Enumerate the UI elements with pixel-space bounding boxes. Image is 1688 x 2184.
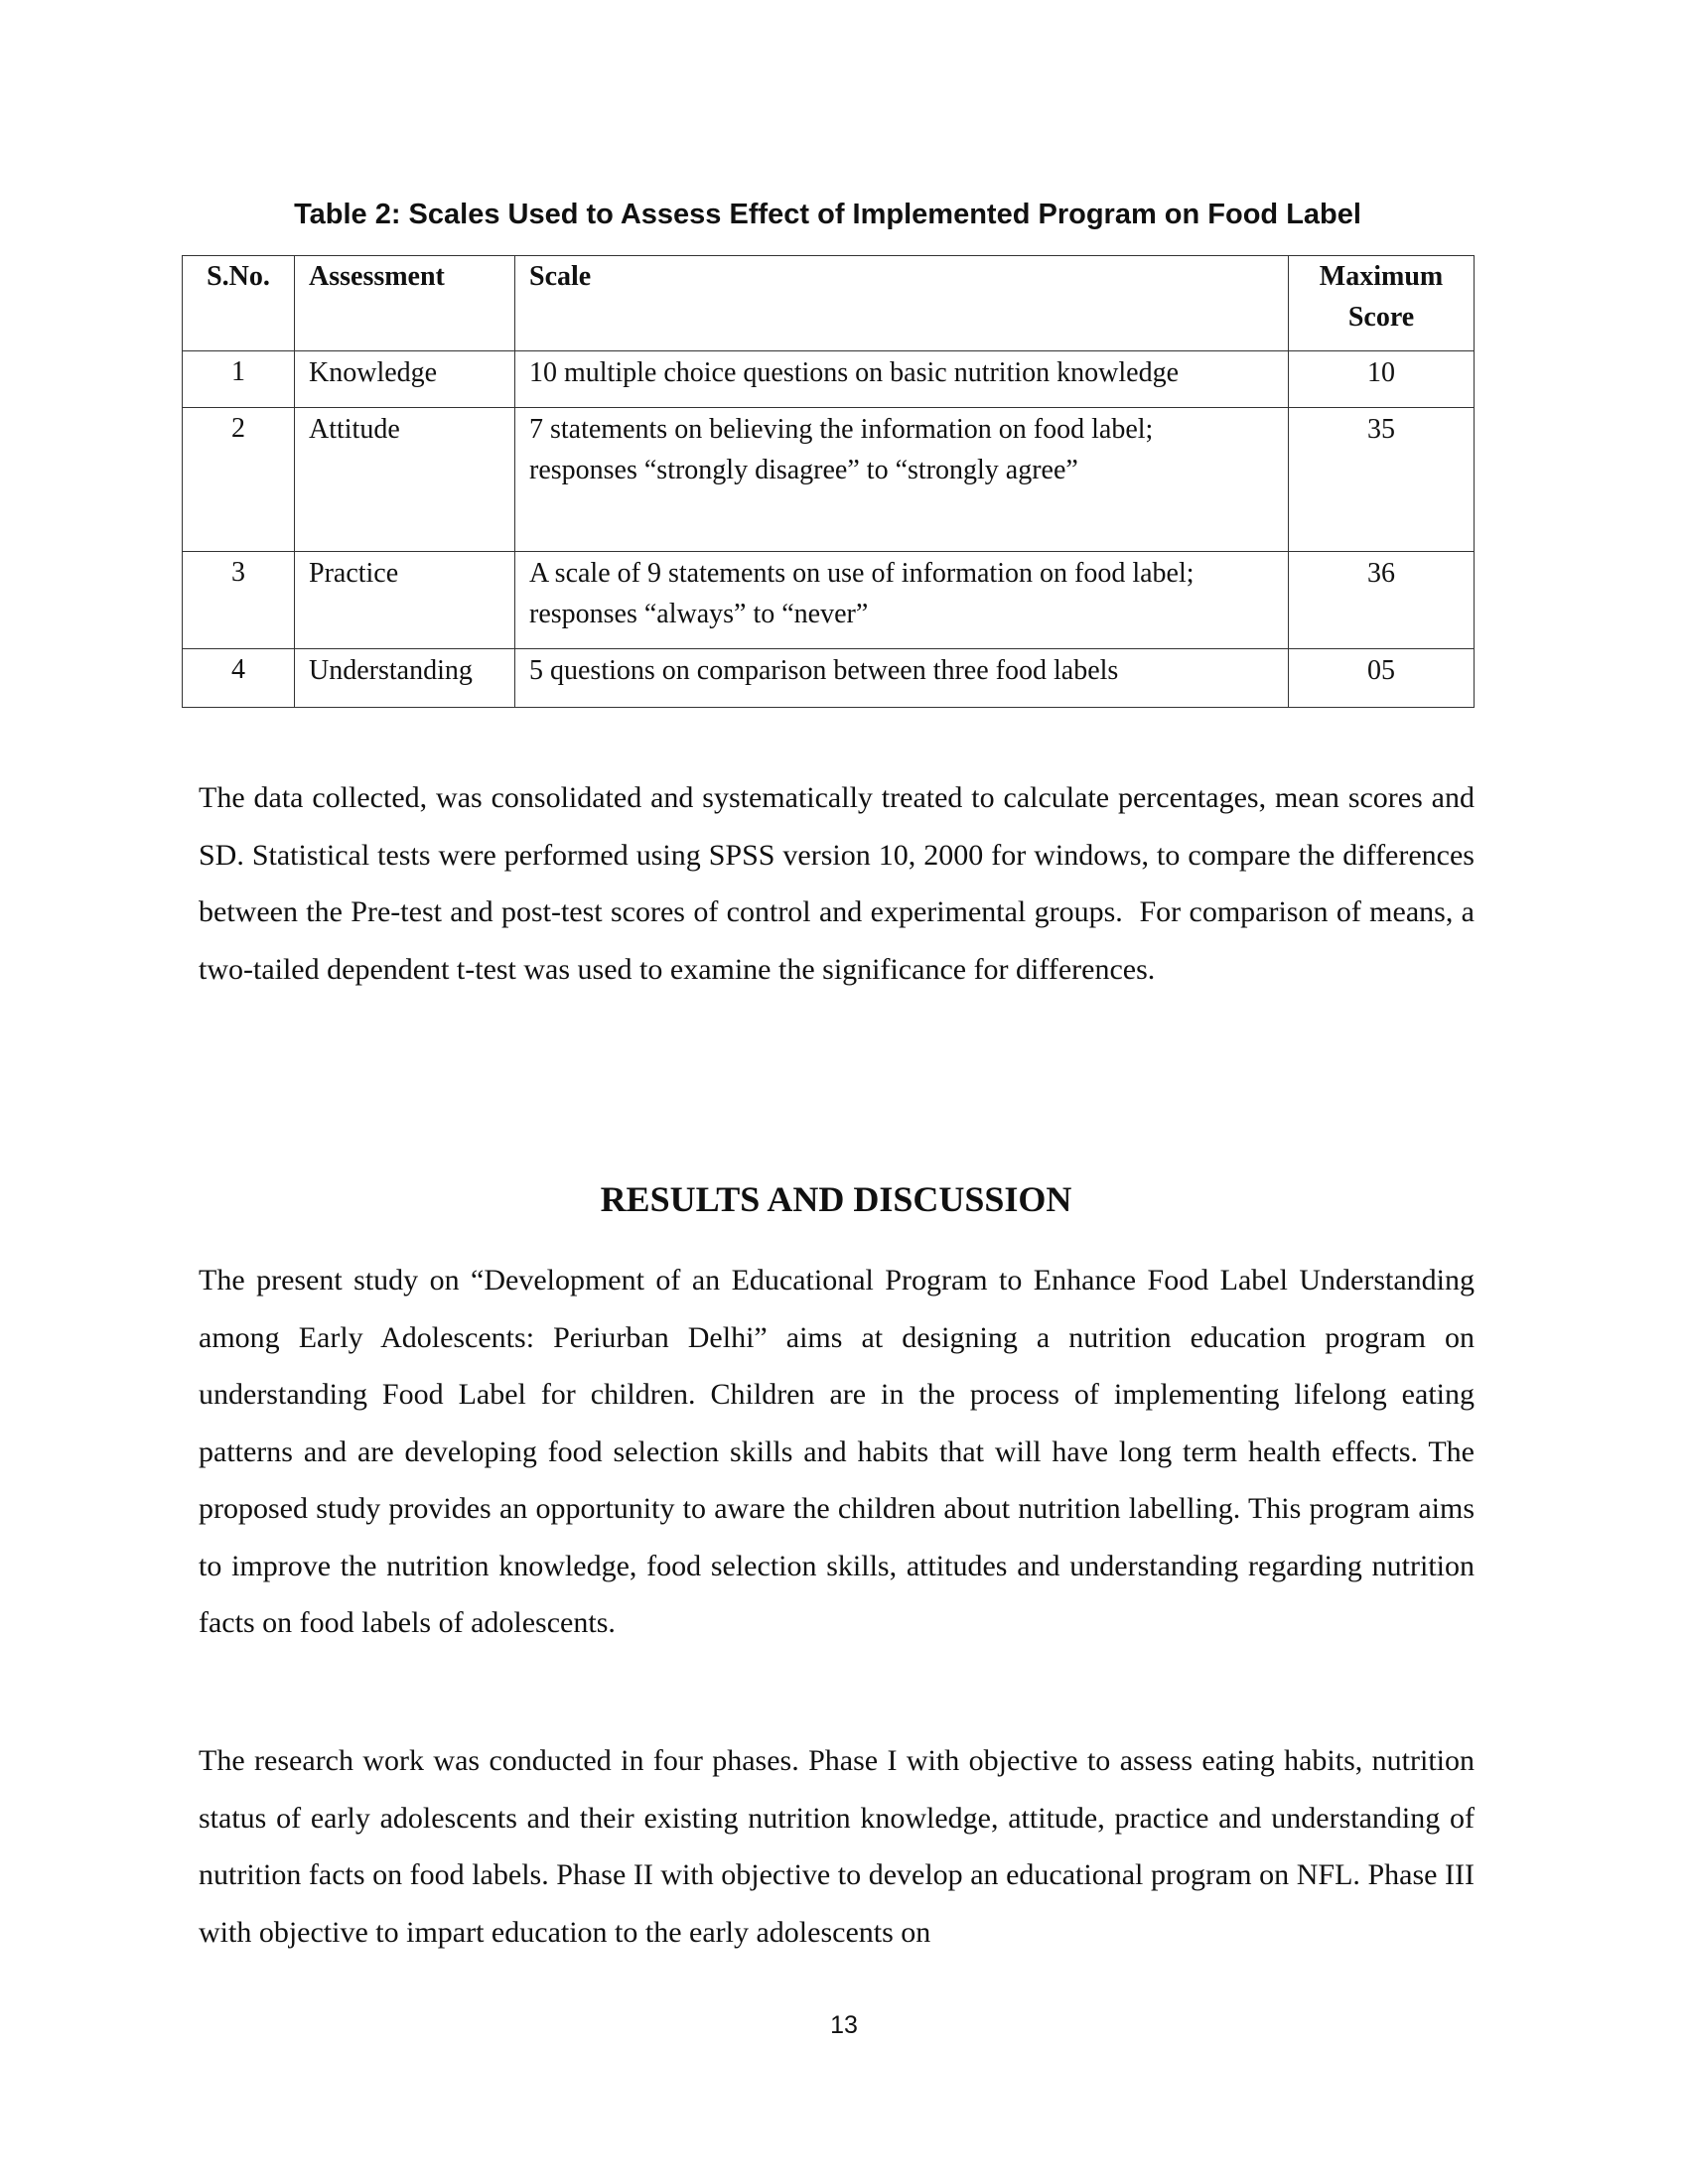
- page-number: 13: [830, 2011, 858, 2039]
- cell-sno: 1: [183, 351, 295, 408]
- cell-scale-line1: 5 questions on comparison between three food labels: [529, 655, 1119, 686]
- cell-max-score: 10: [1289, 351, 1475, 408]
- cell-sno: 4: [183, 649, 295, 708]
- cell-assessment: Understanding: [295, 649, 515, 708]
- table-row: [183, 408, 1475, 552]
- header-max-score-line1: Maximum: [1319, 261, 1444, 292]
- cell-scale: [515, 552, 1289, 649]
- cell-assessment: Knowledge: [295, 351, 515, 408]
- cell-max-score: 05: [1289, 649, 1475, 708]
- header-scale: Scale: [515, 256, 1289, 351]
- scales-table: [182, 255, 1475, 708]
- header-max-score-line2: Score: [1347, 302, 1415, 333]
- table-row: [183, 649, 1475, 708]
- cell-scale-line1: 7 statements on believing the information on food label;: [529, 414, 1154, 445]
- cell-scale-line2: responses “always” to “never”: [529, 599, 869, 629]
- header-max-score: [1289, 256, 1475, 351]
- section-heading-results: RESULTS AND DISCUSSION: [600, 1179, 1072, 1219]
- header-assessment: Assessment: [295, 256, 515, 351]
- header-sno: S.No.: [183, 256, 295, 351]
- paragraph-research-phases: The research work was conducted in four phases. Phase I with objective to assess eating habits, nutrition status of early adolescents and their existing nutrition knowledge, attitude, practice and understanding of nutrition facts on food labels. Phase II with objective to develop an educational program on NFL. Phase III with objective to impart education to the early adolescents on: [199, 1744, 1475, 1949]
- cell-scale: [515, 649, 1289, 708]
- paragraph-results-intro: The present study on “Development of an Educational Program to Enhance Food Label Understanding among Early Adolescents: Periurban Delhi” aims at designing a nutrition education program on understanding Food Label for children. Children are in the process of implementing lifelong eating patterns and are developing food selection skills and habits that will have long term health effects. The proposed study provides an opportunity to aware the children about nutrition labelling. This program aims to improve the nutrition knowledge, food selection skills, attitudes and understanding regarding nutrition facts on food labels of adolescents.: [199, 1264, 1475, 1639]
- cell-scale-line2: responses “strongly disagree” to “strongly agree”: [529, 455, 1078, 485]
- table-row: [183, 351, 1475, 408]
- cell-max-score: 35: [1289, 408, 1475, 552]
- cell-assessment: Practice: [295, 552, 515, 649]
- cell-sno: 2: [183, 408, 295, 552]
- cell-scale: [515, 408, 1289, 552]
- cell-sno: 3: [183, 552, 295, 649]
- cell-assessment: Attitude: [295, 408, 515, 552]
- cell-scale: [515, 351, 1289, 408]
- cell-scale-line1: 10 multiple choice questions on basic nutrition knowledge: [529, 357, 1179, 388]
- cell-scale-line1: A scale of 9 statements on use of information on food label;: [529, 558, 1195, 589]
- cell-max-score: 36: [1289, 552, 1475, 649]
- table-row: [183, 552, 1475, 649]
- table-header-row: [183, 256, 1475, 351]
- paragraph-data-analysis: The data collected, was consolidated and systematically treated to calculate percentages, mean scores and SD. Statistical tests were performed using SPSS version 10, 2000 for windows, to compare the differences between the Pre-test and post-test scores of control and experimental groups. For comparison of means, a two-tailed dependent t-test was used to examine the significance for differences.: [199, 781, 1475, 986]
- table-title: Table 2: Scales Used to Assess Effect of Implemented Program on Food Label: [294, 199, 1361, 230]
